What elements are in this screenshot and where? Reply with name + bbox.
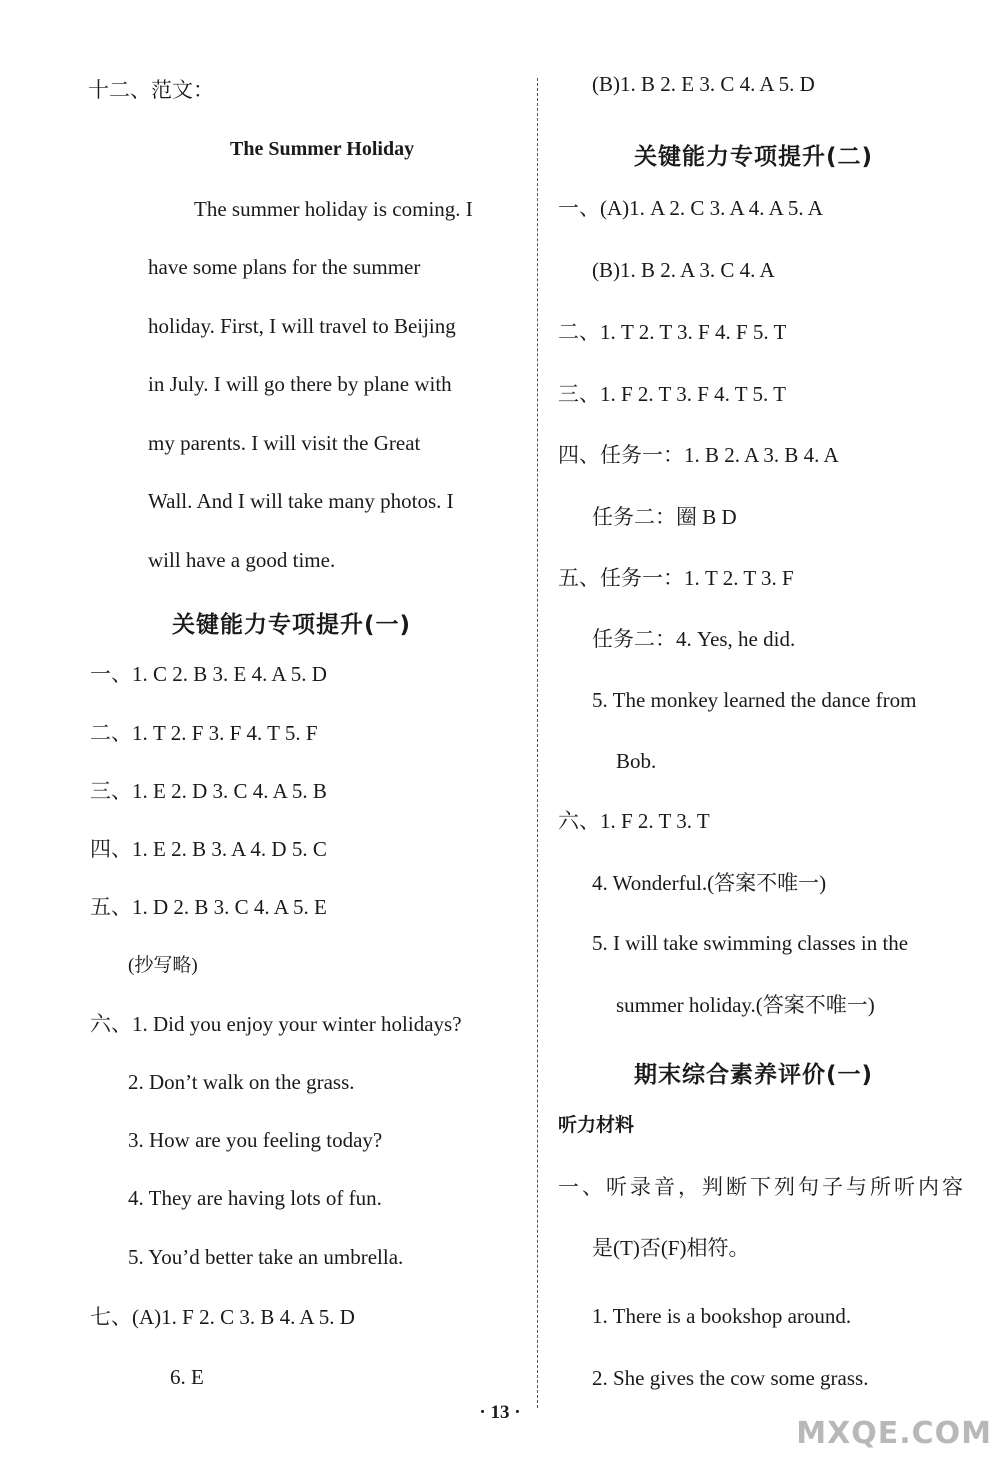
q7-line: 七、(A)1. F 2. C 3. B 4. A 5. D <box>90 1305 355 1329</box>
answer-row: Bob. <box>616 749 657 773</box>
answer-row: 二、1. T 2. F 3. F 4. T 5. F <box>90 721 318 745</box>
section-title-1: 关键能力专项提升(一) <box>172 612 412 638</box>
answer-row: 四、任务一：1. B 2. A 3. B 4. A <box>558 443 839 467</box>
listening-label: 听力材料 <box>558 1114 635 1136</box>
answer-row: 一、1. C 2. B 3. E 4. A 5. D <box>90 662 327 686</box>
answer-row: 三、1. E 2. D 3. C 4. A 5. B <box>90 779 327 803</box>
answer-row: 五、1. D 2. B 3. C 4. A 5. E <box>90 895 327 919</box>
answer-row: 一、(A)1. A 2. C 3. A 4. A 5. A <box>558 196 823 220</box>
essay-line: my parents. I will visit the Great <box>148 431 421 455</box>
listening-instruction: 一、听录音，判断下列句子与所听内容 <box>558 1175 966 1199</box>
answer-row: 五、任务一：1. T 2. T 3. F <box>558 566 794 590</box>
answer-row: 4. Wonderful.(答案不唯一) <box>592 871 827 895</box>
listening-item: 2. She gives the cow some grass. <box>592 1366 869 1390</box>
essay-title: The Summer Holiday <box>230 138 415 160</box>
watermark: MXQE.COM <box>796 1416 992 1451</box>
answer-row: 六、1. F 2. T 3. T <box>558 809 710 833</box>
q6-line: 六、1. Did you enjoy your winter holidays? <box>90 1012 462 1036</box>
answer-row: 5. I will take swimming classes in the <box>592 931 909 955</box>
section-title-2: 关键能力专项提升(二) <box>634 144 874 170</box>
listening-instruction: 是(T)否(F)相符。 <box>592 1236 750 1260</box>
listening-item: 1. There is a bookshop around. <box>592 1304 852 1328</box>
answer-row: 四、1. E 2. B 3. A 4. D 5. C <box>90 837 327 861</box>
copy-note: (抄写略) <box>128 955 198 976</box>
essay-line: The summer holiday is coming. I <box>194 197 473 221</box>
answer-row: 任务二：4. Yes, he did. <box>592 627 796 651</box>
answer-row: 三、1. F 2. T 3. F 4. T 5. T <box>558 382 786 406</box>
section-title-3: 期末综合素养评价(一) <box>634 1062 874 1088</box>
q6-line: 3. How are you feeling today? <box>128 1128 383 1152</box>
answer-row: 二、1. T 2. T 3. F 4. F 5. T <box>558 320 787 344</box>
q7-extra: 6. E <box>170 1365 204 1389</box>
answer-row: 5. The monkey learned the dance from <box>592 688 917 712</box>
q6-line: 5. You’d better take an umbrella. <box>128 1245 404 1269</box>
q6-line: 2. Don’t walk on the grass. <box>128 1070 355 1094</box>
page-number: · 13 · <box>479 1402 521 1423</box>
essay-line: have some plans for the summer <box>148 255 421 279</box>
essay-line: will have a good time. <box>148 548 336 572</box>
essay-line: holiday. First, I will travel to Beijing <box>148 314 456 338</box>
q6-line: 4. They are having lots of fun. <box>128 1186 382 1210</box>
answer-row: summer holiday.(答案不唯一) <box>616 993 875 1017</box>
answer-row: 任务二：圈 B D <box>592 505 737 529</box>
essay-heading: 十二、范文： <box>88 78 214 102</box>
essay-line: Wall. And I will take many photos. I <box>148 489 454 513</box>
column-divider <box>537 78 538 1408</box>
answer-row: (B)1. B 2. A 3. C 4. A <box>592 258 775 282</box>
top-answer-row: (B)1. B 2. E 3. C 4. A 5. D <box>592 72 815 96</box>
essay-line: in July. I will go there by plane with <box>148 372 452 396</box>
